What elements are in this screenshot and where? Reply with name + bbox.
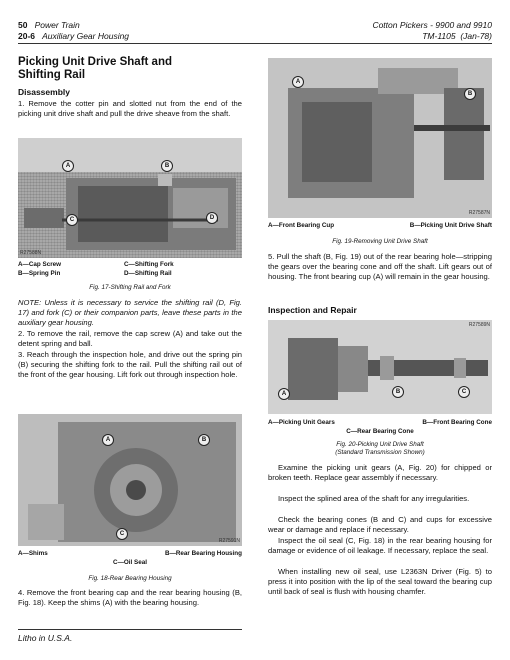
fig18-callout-b: B	[198, 434, 210, 446]
fig17-callout-a: A	[62, 160, 74, 172]
section-name: Power Train	[34, 20, 80, 30]
check-bearings-text: Check the bearing cones (B and C) and cups for excessive wear or damage and replace if necessary.	[268, 515, 492, 535]
inspection-heading: Inspection and Repair	[268, 305, 357, 315]
fig18-callout-c: C	[116, 528, 128, 540]
step-5-text: 5. Pull the shaft (B, Fig. 19) out of the rear bearing hole—stripping the gears over the bearing cone and off the shaft. Lift gears out of housing. The front bearing cup (A) will remain in the gear housing.	[268, 252, 492, 282]
footer-rule	[18, 629, 242, 630]
fig17-callout-b: B	[161, 160, 173, 172]
fig19-caption: Fig. 19-Removing Unit Drive Shaft	[332, 238, 428, 245]
fig20-caption-sub: (Standard Transmission Shown)	[335, 449, 425, 456]
fig20-caption: Fig. 20-Picking Unit Drive Shaft	[336, 441, 424, 448]
inspect-spline-text: Inspect the splined area of the shaft for any irregularities.	[278, 494, 470, 503]
product-name: Cotton Pickers - 9900 and 9910	[372, 20, 492, 30]
fig18-legend-c: C—Oil Seal	[113, 559, 147, 566]
fig20-photo	[268, 320, 492, 414]
subsection-name: Auxiliary Gear Housing	[42, 31, 130, 41]
manual-number: TM-1105	[422, 31, 456, 41]
step-4-text: 4. Remove the front bearing cap and the rear bearing housing (B, Fig. 18). Keep the shims (A) with the bearing housing.	[18, 588, 242, 608]
fig19-callout-b: B	[464, 88, 476, 100]
step-3-text: 3. Reach through the inspection hole, and drive out the spring pin (B) securing the shifting fork to the rail. Pull the shifting rail out of the front of the gear housing. Lift fork out through inspection hole.	[18, 350, 242, 380]
fig20-legend-b: B—Front Bearing Cone	[422, 419, 492, 426]
fig17-legend-c: C—Shifting Fork	[124, 261, 174, 268]
page-subheader-left	[18, 31, 129, 42]
subpage-number: 20-6	[18, 31, 36, 41]
page-number: 50	[18, 20, 28, 30]
fig17-drawing	[18, 138, 242, 258]
fig19-legend-b: B—Picking Unit Drive Shaft	[409, 222, 492, 229]
disassembly-heading: Disassembly	[18, 87, 70, 97]
fig18-photo	[18, 414, 242, 546]
fig19-legend-a: A—Front Bearing Cup	[268, 222, 335, 229]
fig19-code: R27587N	[468, 210, 490, 216]
fig18-caption: Fig. 18-Rear Bearing Housing	[88, 575, 172, 582]
fig20-callout-b: B	[392, 386, 404, 398]
fig17-code: R27588N	[20, 250, 42, 256]
fig20-callout-c: C	[458, 386, 470, 398]
fig18-drawing	[18, 414, 242, 546]
fig18-legend-b: B—Rear Bearing Housing	[165, 550, 242, 557]
section-title-line2: Shifting Rail	[18, 69, 86, 81]
fig20-legend-c: C—Rear Bearing Cone	[346, 428, 414, 435]
manual-id	[422, 31, 492, 42]
fig20-legend-a: A—Picking Unit Gears	[268, 419, 335, 426]
install-seal-text: When installing new oil seal, use L2363N Driver (Fig. 5) to press it into position with the lip of the seal toward the bearing cup until back of seal is flush with housing chamfer.	[268, 567, 492, 597]
inspect-gears-text: Examine the picking unit gears (A, Fig. 20) for chipped or broken teeth. Replace gear assembly if necessary.	[268, 463, 492, 483]
fig20-callout-a: A	[278, 388, 290, 400]
fig18-code: R27591N	[218, 538, 240, 544]
fig17-legend-b: B—Spring Pin	[18, 270, 61, 277]
fig17-caption: Fig. 17-Shifting Rail and Fork	[89, 284, 171, 291]
manual-date: (Jan-78)	[460, 31, 492, 41]
fig17-legend-a: A—Cap Screw	[18, 261, 62, 268]
fig19-photo	[268, 58, 492, 218]
inspect-seal-text: Inspect the oil seal (C, Fig. 18) in the rear bearing housing for damage or evidence of oil leakage. If necessary, replace the seal.	[268, 536, 492, 556]
fig17-legend-d: D—Shifting Rail	[124, 270, 172, 277]
fig19-callout-a: A	[292, 76, 304, 88]
fig20-code: R27589N	[468, 322, 490, 328]
section-title-line1: Picking Unit Drive Shaft and	[18, 56, 172, 68]
header-rule	[18, 43, 492, 44]
fig20-drawing	[268, 320, 492, 414]
fig18-callout-a: A	[102, 434, 114, 446]
fig17-callout-c: C	[66, 214, 78, 226]
step-1-text: 1. Remove the cotter pin and slotted nut from the end of the picking unit drive shaft and pull the drive sheave from the shaft.	[18, 99, 242, 119]
note-text: NOTE: Unless it is necessary to service the shifting rail (D, Fig. 17) and fork (C) or their companion parts, leave these parts in the auxiliary gear housing.	[18, 298, 242, 328]
fig18-legend-a: A—Shims	[18, 550, 48, 557]
litho-footer: Litho in U.S.A.	[18, 633, 73, 643]
fig17-callout-d: D	[206, 212, 218, 224]
step-2-text: 2. To remove the rail, remove the cap screw (A) and take out the detent spring and ball.	[18, 329, 242, 349]
page-header-left	[18, 20, 80, 31]
fig17-photo	[18, 138, 242, 258]
